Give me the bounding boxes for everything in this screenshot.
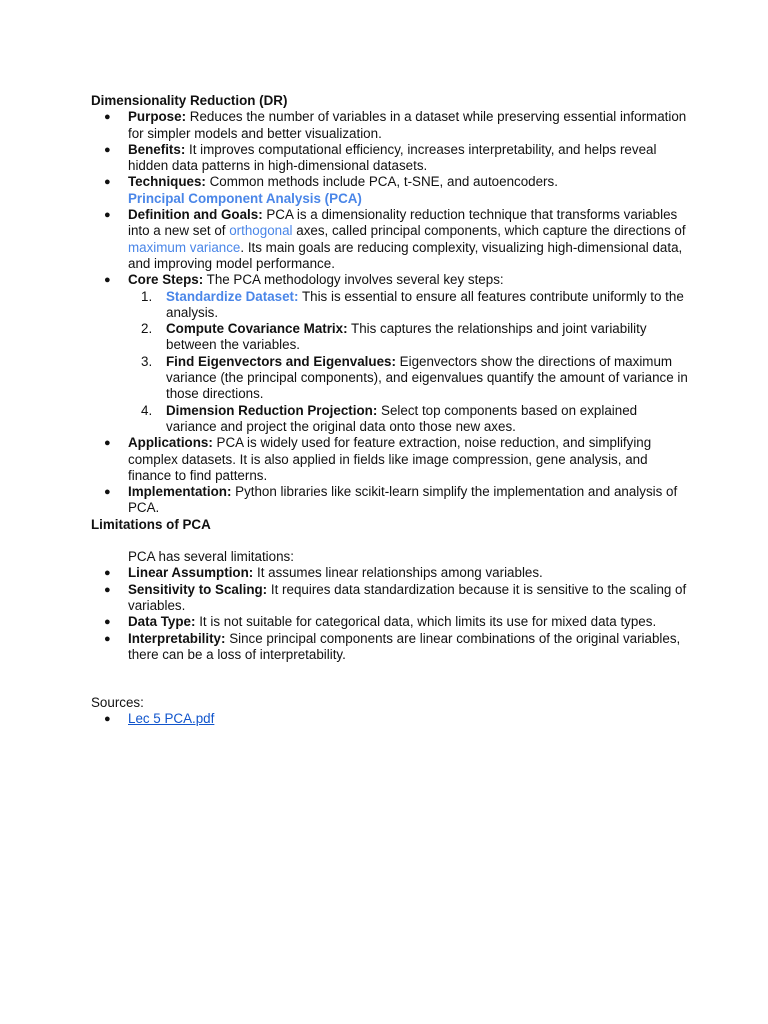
maximum-variance-link[interactable]: maximum variance	[128, 239, 241, 255]
techniques-text: Common methods include PCA, t-SNE, and autoencoders.	[205, 174, 558, 190]
document-body	[91, 93, 691, 728]
source-item	[91, 711, 691, 727]
applications-item	[91, 435, 691, 484]
limitation-label: Interpretability:	[128, 630, 226, 646]
applications-label: Applications:	[128, 435, 213, 451]
techniques-item	[91, 174, 691, 207]
benefits-item	[91, 142, 691, 175]
limitation-item	[91, 631, 691, 664]
step-text: This captures the relationships and joint variability between the variables.	[166, 321, 647, 353]
limitation-label: Linear Assumption:	[128, 565, 254, 581]
step-number: 2.	[141, 321, 153, 337]
step-item	[128, 354, 691, 403]
step-label: Dimension Reduction Projection:	[166, 402, 378, 418]
orthogonal-link[interactable]: orthogonal	[229, 223, 293, 239]
step-item	[128, 289, 691, 322]
pca-heading: Principal Component Analysis (PCA)	[128, 190, 362, 206]
limitation-text: It requires data standardization because it is sensitive to the scaling of variables.	[128, 581, 687, 613]
step-text: Eigenvectors show the directions of maximum variance (the principal components), and eigenvalues quantify the amount of variance in those directions.	[166, 353, 688, 402]
implementation-item	[91, 484, 691, 517]
core-steps-item	[91, 272, 691, 435]
limitation-item	[91, 582, 691, 615]
implementation-label: Implementation:	[128, 484, 232, 500]
limitation-item	[91, 565, 691, 581]
step-label: Find Eigenvectors and Eigenvalues:	[166, 353, 396, 369]
limitation-label: Sensitivity to Scaling:	[128, 581, 268, 597]
limitation-text: It assumes linear relationships among variables.	[253, 565, 543, 581]
step-item	[128, 403, 691, 436]
purpose-label: Purpose:	[128, 109, 187, 125]
step-label: Compute Covariance Matrix:	[166, 321, 348, 337]
purpose-text: Reduces the number of variables in a dataset while preserving essential information for simpler models and better visualization.	[128, 109, 687, 141]
definition-goals-text-2: axes, called principal components, which capture the directions of	[292, 223, 686, 239]
step-text: Select top components based on explained variance and project the original data onto those new axes.	[166, 402, 638, 434]
benefits-text: It improves computational efficiency, increases interpretability, and helps reveal hidden data patterns in high-dimensional datasets.	[128, 141, 657, 174]
limitation-text: It is not suitable for categorical data, which limits its use for mixed data types.	[195, 614, 657, 630]
purpose-item	[91, 109, 691, 142]
limitations-intro: PCA has several limitations:	[128, 549, 294, 565]
limitation-text: Since principal components are linear combinations of the original variables, there can be a loss of interpretability.	[128, 630, 681, 662]
standardize-dataset-link[interactable]: Standardize Dataset:	[166, 288, 299, 304]
dr-heading: Dimensionality Reduction (DR)	[91, 93, 288, 108]
sources-list	[91, 711, 691, 727]
spacer	[91, 533, 691, 549]
techniques-label: Techniques:	[128, 174, 206, 190]
definition-goals-label: Definition and Goals:	[128, 207, 263, 223]
step-number: 3.	[141, 353, 153, 369]
core-steps-list	[128, 289, 691, 436]
step-text: This is essential to ensure all features contribute uniformly to the analysis.	[166, 288, 684, 320]
dr-bullet-list	[91, 109, 691, 516]
spacer	[91, 663, 691, 695]
implementation-text: Python libraries like scikit-learn simplify the implementation and analysis of PCA.	[128, 484, 678, 516]
benefits-label: Benefits:	[128, 141, 186, 157]
sources-label: Sources:	[91, 695, 144, 711]
step-item	[128, 321, 691, 354]
limitations-heading: Limitations of PCA	[91, 516, 211, 532]
step-number: 1.	[141, 288, 153, 304]
source-link[interactable]: Lec 5 PCA.pdf	[128, 711, 215, 727]
core-steps-label: Core Steps:	[128, 272, 204, 288]
definition-goals-item	[91, 207, 691, 272]
limitation-label: Data Type:	[128, 614, 196, 630]
definition-goals-text-3: . Its main goals are reducing complexity, visualizing high-dimensional data, and improving model performance.	[128, 239, 683, 271]
definition-goals-text-1: PCA is a dimensionality reduction technique that transforms variables into a new set of	[128, 207, 678, 239]
limitations-list	[91, 565, 691, 663]
applications-text: PCA is widely used for feature extraction, noise reduction, and simplifying complex datasets. It is also applied in fields like image compression, gene analysis, and finance to find patterns.	[128, 435, 652, 483]
core-steps-text: The PCA methodology involves several key steps:	[203, 272, 504, 288]
limitation-item	[91, 614, 691, 630]
step-number: 4.	[141, 402, 153, 418]
